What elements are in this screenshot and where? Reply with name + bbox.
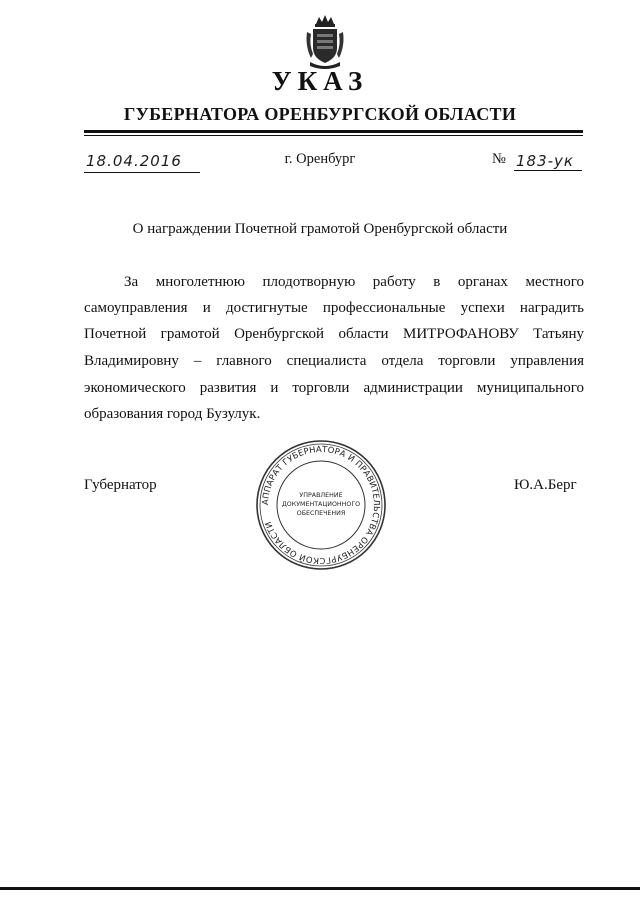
decree-date: 18.04.2016 bbox=[86, 152, 182, 170]
signatory-position: Губернатор bbox=[84, 477, 157, 493]
number-underline bbox=[514, 170, 582, 171]
body-line: экономического развития и торговли администрации муниципального bbox=[84, 380, 584, 396]
stamp-line-1: УПРАВЛЕНИЕ bbox=[299, 492, 343, 499]
stamp-outer-text: АППАРАТ ГУБЕРНАТОРА И ПРАВИТЕЛЬСТВА ОРЕНБУРГСКОЙ ОБЛАСТИ bbox=[259, 443, 383, 567]
body-line: образования город Бузулук. bbox=[84, 406, 261, 422]
decree-issuer: ГУБЕРНАТОРА ОРЕНБУРГСКОЙ ОБЛАСТИ bbox=[123, 104, 517, 124]
stamp-line-2: ДОКУМЕНТАЦИОННОГО bbox=[281, 501, 361, 508]
body-line: самоуправления и достигнутые профессиональные успехи наградить bbox=[84, 300, 584, 316]
header-rule-thick bbox=[84, 130, 583, 133]
body-line: За многолетнюю плодотворную работу в органах местного bbox=[124, 274, 584, 290]
stamp-line-3: ОБЕСПЕЧЕНИЯ bbox=[296, 510, 346, 517]
body-line: Владимировну – главного специалиста отдела торговли управления bbox=[84, 353, 584, 369]
decree-title: УКАЗ bbox=[271, 66, 369, 96]
official-stamp bbox=[255, 439, 387, 571]
number-label: № bbox=[492, 151, 506, 167]
signatory-name: Ю.А.Берг bbox=[514, 477, 577, 493]
body-line: Почетной грамотой Оренбургской области МИТРОФАНОВУ Татьяну bbox=[84, 326, 584, 342]
decree-number-field bbox=[492, 151, 584, 171]
page-bottom-bar bbox=[0, 887, 640, 890]
document-heading: О награждении Почетной грамотой Оренбургской области bbox=[132, 221, 508, 237]
decree-number: 183-ук bbox=[516, 152, 574, 170]
decree-city: г. Оренбург bbox=[284, 151, 356, 167]
header-rule-thin bbox=[84, 135, 583, 136]
coat-of-arms-icon bbox=[304, 14, 346, 72]
